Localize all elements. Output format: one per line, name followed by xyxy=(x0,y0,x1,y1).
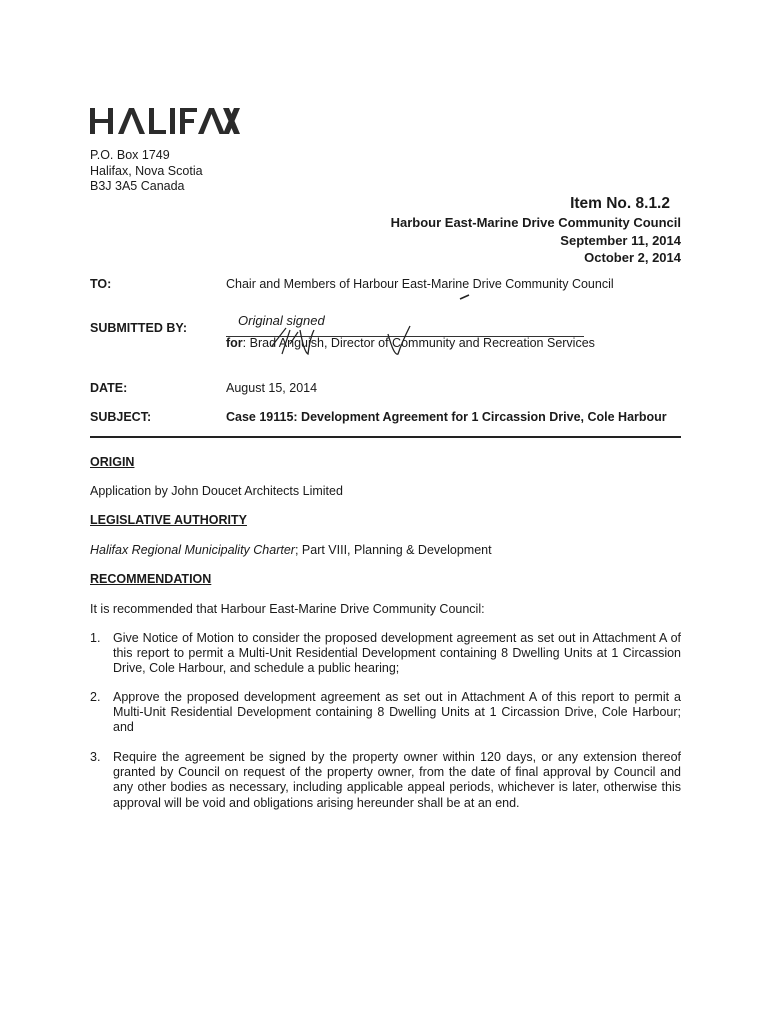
charter-reference: ; Part VIII, Planning & Development xyxy=(294,543,492,557)
recommendation-heading: RECOMMENDATION xyxy=(90,572,212,586)
for-prefix: for xyxy=(226,336,243,350)
to-value: Chair and Members of Harbour East-Marine Drive Community Council xyxy=(226,277,614,291)
subject-value: Case 19115: Development Agreement for 1 Circassion Drive, Cole Harbour xyxy=(226,410,667,424)
date-label: DATE: xyxy=(90,381,128,395)
meeting-header xyxy=(391,214,681,267)
header-divider xyxy=(90,436,681,438)
recommendation-item xyxy=(90,631,681,677)
recommendation-item xyxy=(90,750,681,811)
item-text: Require the agreement be signed by the property owner within 120 days, or any extension thereof granted by Council on request of the property owner, from the date of final approval by Council and any other bodies as necessary, including applicable appeal periods, whichever is later, otherwise this approval will be void and obligations arising hereunder shall be at an end. xyxy=(113,750,681,810)
item-number-label: 2. xyxy=(90,690,101,704)
meeting-date: October 2, 2014 xyxy=(584,250,681,265)
meeting-date: September 11, 2014 xyxy=(560,232,681,248)
submitted-by-label: SUBMITTED BY: xyxy=(90,321,187,335)
legislative-authority-heading: LEGISLATIVE AUTHORITY xyxy=(90,513,247,527)
signature-initials xyxy=(270,324,430,358)
recommendation-item xyxy=(90,690,681,736)
recommendation-intro: It is recommended that Harbour East-Marine Drive Community Council: xyxy=(90,602,485,616)
pen-mark xyxy=(459,293,471,301)
council-name: Harbour East-Marine Drive Community Council xyxy=(390,215,681,230)
address-line: P.O. Box 1749 xyxy=(90,148,170,162)
item-text: Give Notice of Motion to consider the proposed development agreement as set out in Attachment A of this report to permit a Multi-Unit Residential Development containing 8 Dwelling Units at 1 Circassion Drive, Cole Harbour, and schedule a public hearing; xyxy=(113,631,681,676)
halifax-logo xyxy=(90,104,240,138)
to-label: TO: xyxy=(90,277,112,291)
origin-heading: ORIGIN xyxy=(90,455,135,469)
submitter-name: : Brad Anguish, Director of Community and Recreation Services xyxy=(242,336,595,350)
item-number-label: 3. xyxy=(90,750,101,764)
item-number: Item No. 8.1.2 xyxy=(570,195,670,212)
subject-label: SUBJECT: xyxy=(90,410,152,424)
address-line: Halifax, Nova Scotia xyxy=(90,163,203,178)
address-line: B3J 3A5 Canada xyxy=(90,179,185,193)
date-value: August 15, 2014 xyxy=(226,381,318,395)
letterhead-address xyxy=(90,148,203,195)
origin-text: Application by John Doucet Architects Limited xyxy=(90,484,343,498)
item-number-label: 1. xyxy=(90,631,101,645)
original-signed-note: Original signed xyxy=(238,313,325,328)
legislative-authority-text xyxy=(90,543,492,557)
item-text: Approve the proposed development agreement as set out in Attachment A of this report to permit a Multi-Unit Residential Development containing 8 Dwelling Units at 1 Circassion Drive, Cole Harbour; and xyxy=(113,690,681,735)
charter-title: Halifax Regional Municipality Charter xyxy=(90,543,295,557)
